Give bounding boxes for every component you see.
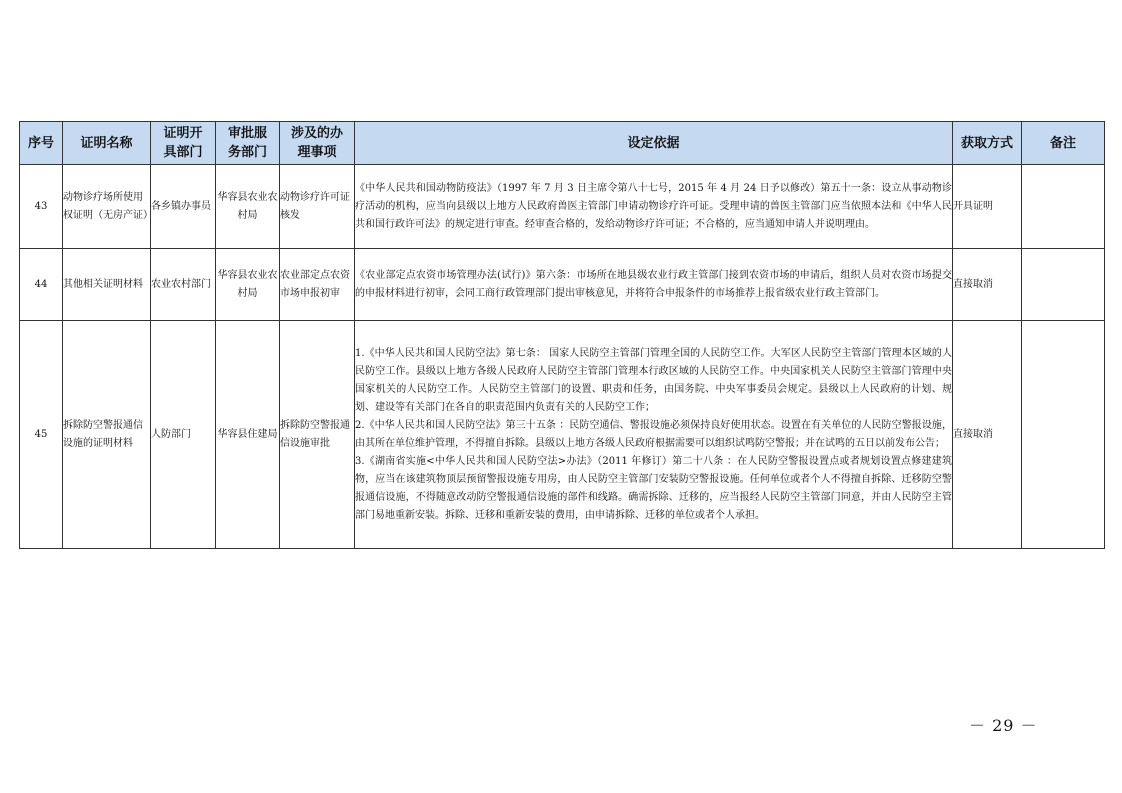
table-row <box>20 249 1105 321</box>
row-name: 动物诊疗场所使用权证明（无房产证） <box>63 165 151 249</box>
basis-paragraph: 1.《中华人民共和国人民防空法》第七条： 国家人民防空主管部门管理全国的人民防空工作。大军区人民防空主管部门管理本区域的人民防空工作。县级以上地方各级人民政府人民防空主管部门管理本行政区域的人民防空工作。中央国家机关人民防空主管部门管理中央国家机关的人民防空工作。人民防空主管部门的设置、职责和任务，由国务院、中央军事委员会规定。县级以上人民政府的计划、规划、建设等有关部门在各自的职责范围内负责有关的人民防空工作； <box>355 347 952 413</box>
basis-paragraph: 《农业部定点农资市场管理办法(试行)》第六条：市场所在地县级农业行政主管部门接到农资市场的申请后，组织人员对农资市场提交的申报材料进行初审，会同工商行政管理部门提出审核意见，并将符合申报条件的市场推荐上报省级农业行政主管部门。 <box>355 269 952 299</box>
header-approver: 审批服务部门 <box>216 122 280 165</box>
row-basis <box>355 165 953 249</box>
table-header-row <box>20 122 1105 165</box>
table-row <box>20 165 1105 249</box>
row-method: 开具证明 <box>953 165 1022 249</box>
row-no: 44 <box>20 249 63 321</box>
row-issuer: 农业农村部门 <box>151 249 216 321</box>
row-no: 45 <box>20 321 63 549</box>
row-remark <box>1022 165 1105 249</box>
row-basis <box>355 249 953 321</box>
basis-paragraph: 3.《湖南省实施<中华人民共和国人民防空法>办法》（2011 年修订）第二十八条 ：在人民防空警报设置点或者规划设置点修建建筑物，应当在该建筑物顶层预留警报设施专用房，由人民防空主管部门安装防空警报设施。任何单位或者个人不得擅自拆除、迁移防空警报通信设施，不得随意改动防空警报通信设施的部件和线路。确需拆除、迁移的，应当报经人民防空主管部门同意，并由人民防空主管部门易地重新安装。拆除、迁移和重新安装的费用，由申请拆除、迁移的单位或者个人承担。 <box>355 455 952 521</box>
row-approver: 华容县农业农村局 <box>216 249 280 321</box>
basis-paragraph: 2.《中华人民共和国人民防空法》第三十五条 ：民防空通信、警报设施必须保持良好使用状态。设置在有关单位的人民防空警报设施，由其所在单位维护管理，不得擅自拆除。县级以上地方各级人民政府根据需要可以组织试鸣防空警报；并在试鸣的五日以前发布公告； <box>355 419 952 449</box>
row-matter: 农业部定点农资市场申报初审 <box>280 249 355 321</box>
header-no: 序号 <box>20 122 63 165</box>
row-matter: 动物诊疗许可证核发 <box>280 165 355 249</box>
header-matter: 涉及的办理事项 <box>280 122 355 165</box>
row-method: 直接取消 <box>953 249 1022 321</box>
row-issuer: 人防部门 <box>151 321 216 549</box>
row-matter: 拆除防空警报通信设施审批 <box>280 321 355 549</box>
row-issuer: 各乡镇办事员 <box>151 165 216 249</box>
header-issuer: 证明开具部门 <box>151 122 216 165</box>
header-basis: 设定依据 <box>355 122 953 165</box>
table-row <box>20 321 1105 549</box>
row-no: 43 <box>20 165 63 249</box>
row-name: 其他相关证明材料 <box>63 249 151 321</box>
row-remark <box>1022 321 1105 549</box>
header-method: 获取方式 <box>953 122 1022 165</box>
row-name: 拆除防空警报通信设施的证明材料 <box>63 321 151 549</box>
row-remark <box>1022 249 1105 321</box>
page-number: － 29 － <box>969 716 1038 735</box>
header-remark: 备注 <box>1022 122 1105 165</box>
header-name: 证明名称 <box>63 122 151 165</box>
basis-paragraph: 《中华人民共和国动物防疫法》（1997 年 7 月 3 日主席令第八十七号，2015 年 4 月 24 日予以修改）第五十一条：设立从事动物诊疗活动的机构，应当向县级以上地方人民政府兽医主管部门申请动物诊疗许可证。受理申请的兽医主管部门应当依照本法和《中华人民共和国行政许可法》的规定进行审查。经审查合格的，发给动物诊疗许可证；不合格的，应当通知申请人并说明理由。 <box>355 182 952 230</box>
row-approver: 华容县农业农村局 <box>216 165 280 249</box>
row-method: 直接取消 <box>953 321 1022 549</box>
certificate-table <box>19 121 1105 549</box>
row-basis <box>355 321 953 549</box>
row-approver: 华容县住建局 <box>216 321 280 549</box>
